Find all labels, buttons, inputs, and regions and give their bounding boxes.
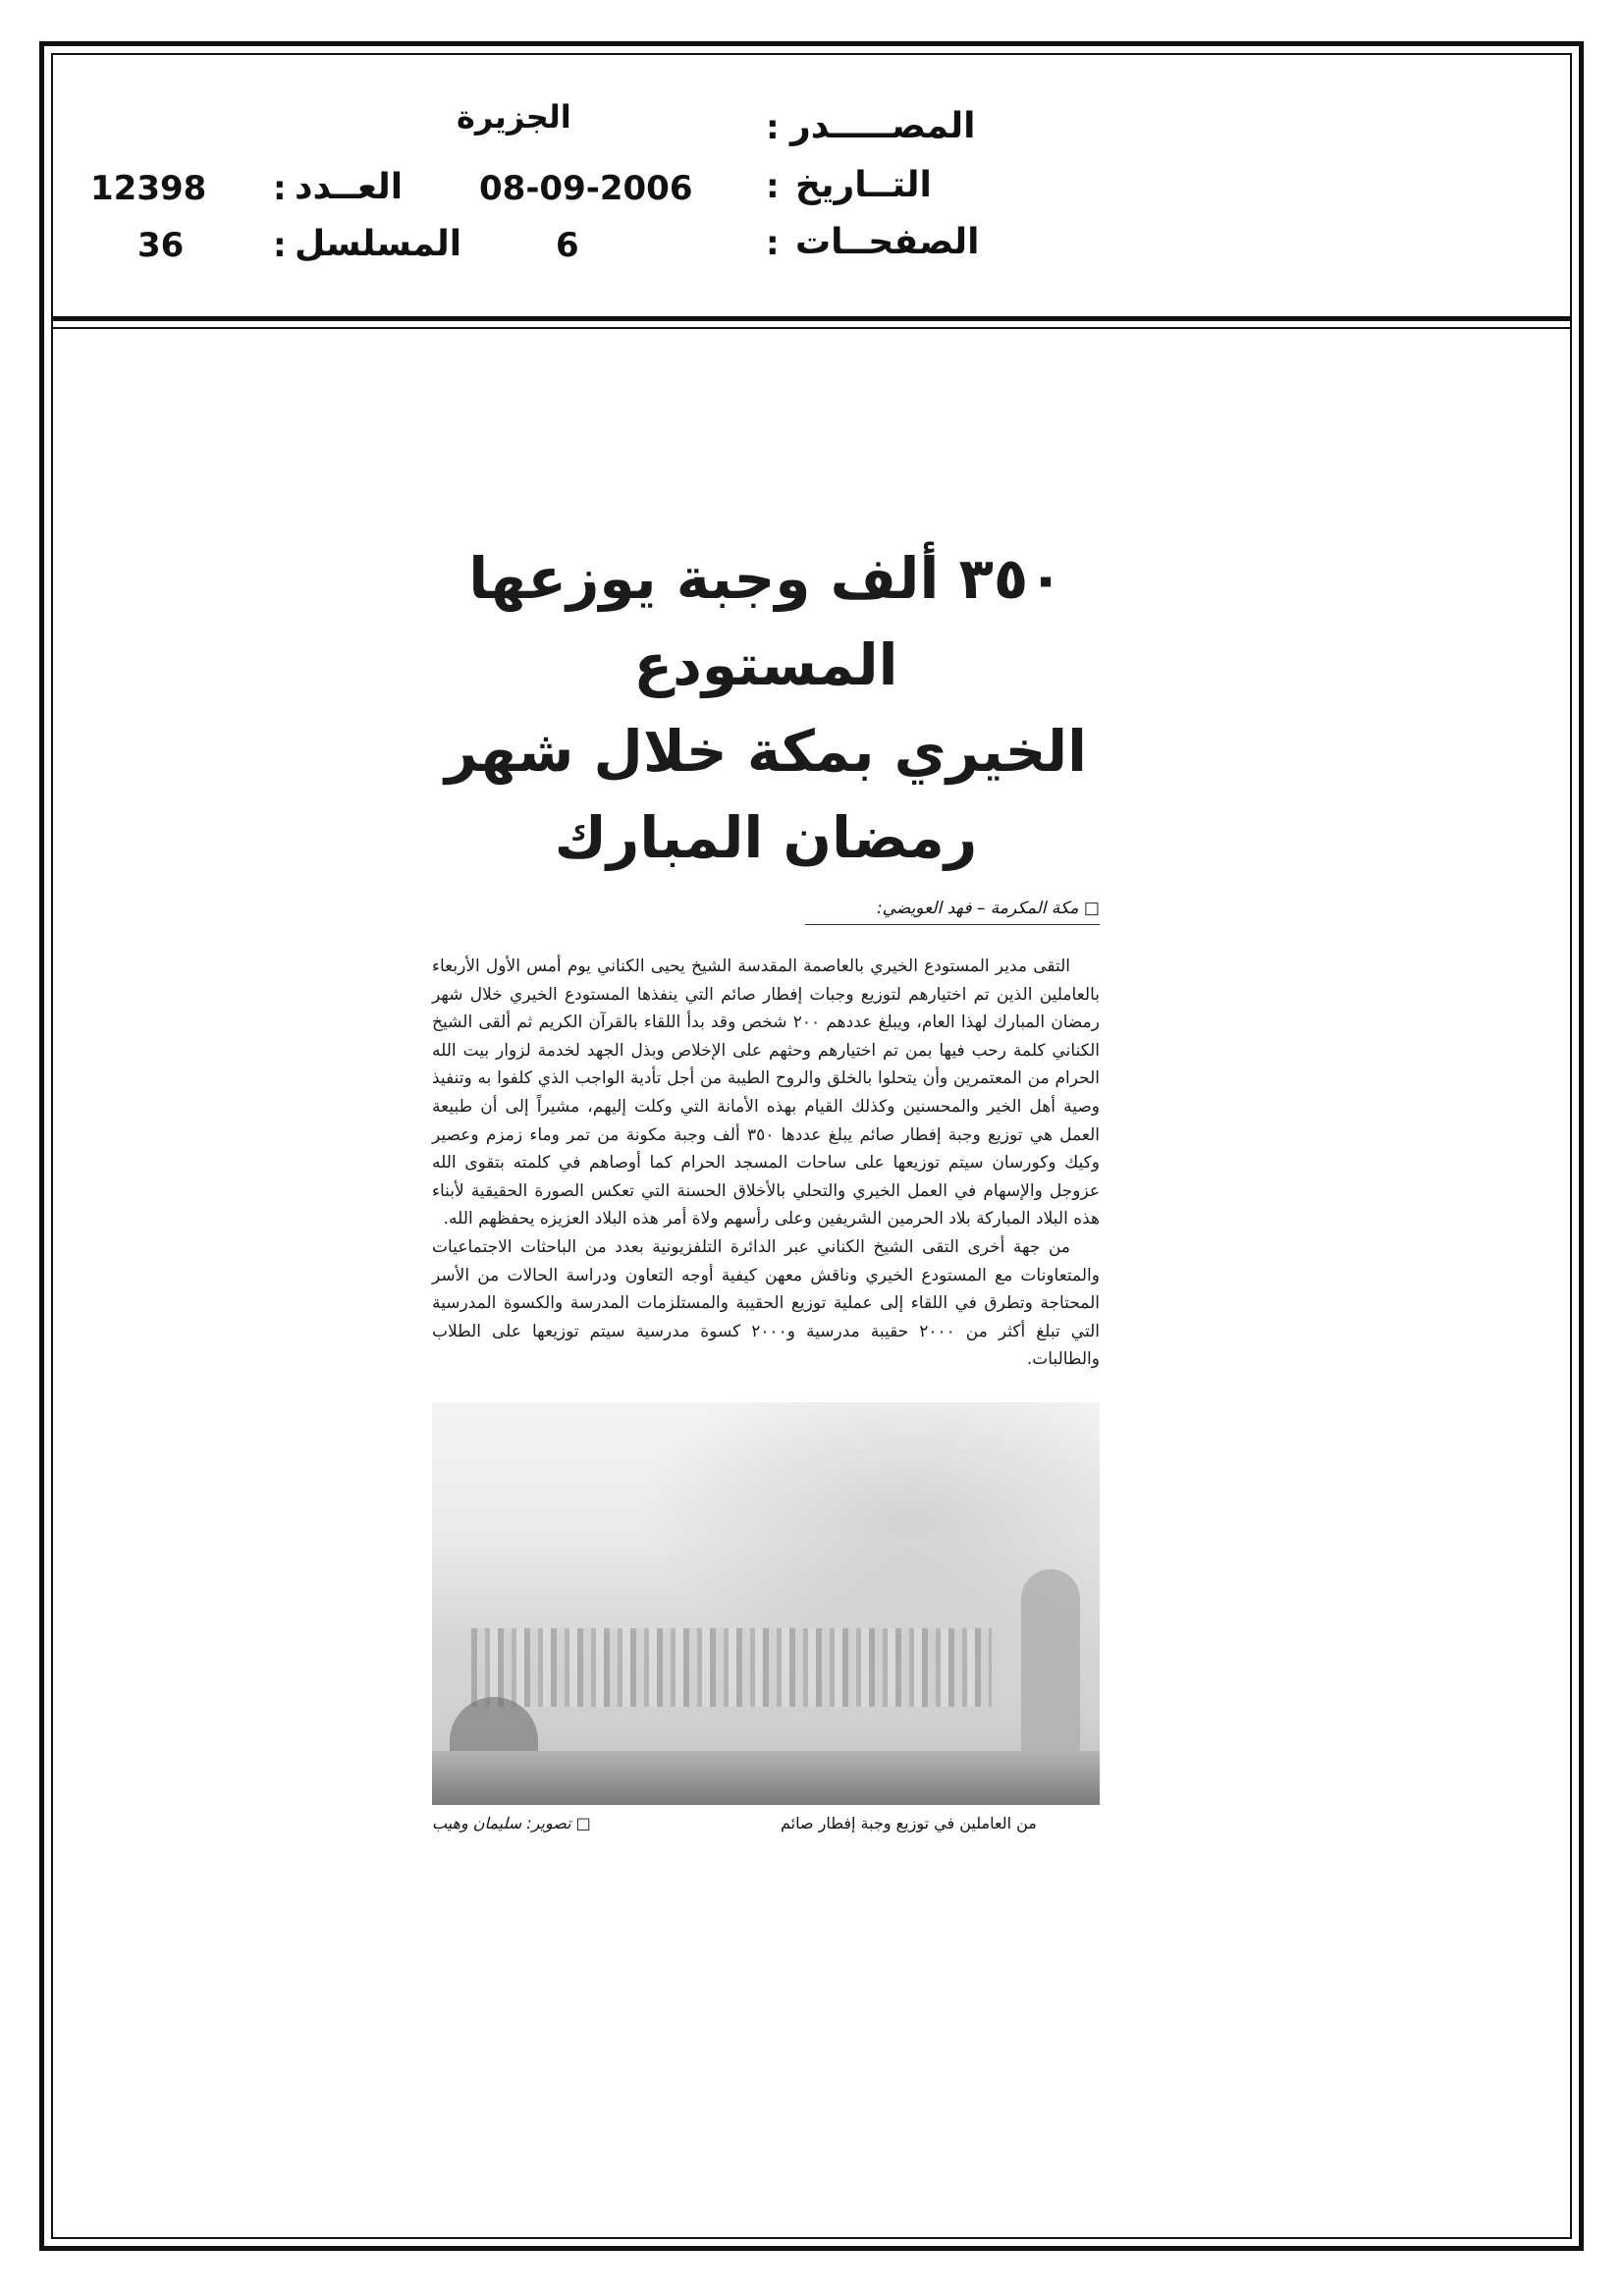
article-clipping: [432, 535, 1100, 1374]
serial-colon: :: [273, 226, 287, 265]
serial-label: المسلسل: [295, 224, 462, 264]
issue-label: العــدد: [295, 167, 404, 207]
issue-value: 12398: [90, 169, 207, 208]
source-value: الجزيرة: [457, 98, 571, 136]
byline: □ مكة المكرمة – فهد العويضي:: [805, 899, 1100, 925]
paragraph-2: من جهة أخرى التقى الشيخ الكناني عبر الدائرة التلفزيونية بعدد من الباحثات الاجتماعيات والمتعاونات مع المستودع الخيري وناقش معهن كيفية أوجه التعاون ودراسة الحالات من الأسر المحتاجة وتطرق في اللقاء إلى عملية توزيع الحقيبة والمستلزمات المدرسة والكسوة المدرسية التي تبلغ أكثر من ٢٠٠٠ حقيبة مدرسية و٢٠٠٠ كسوة مدرسية سيتم توزيعها على الطلاب والطالبات.: [432, 1236, 1100, 1370]
header-divider-thin: [51, 327, 1572, 329]
paragraph-1: التقى مدير المستودع الخيري بالعاصمة المقدسة الشيخ يحيى الكناني يوم أمس الأول الأربعاء بالعاملين الذين تم اختيارهم لتوزيع وجبات إفطار صائم التي ينفذها المستودع الخيري خلال شهر رمضان المبارك لهذا العام، ويبلغ عددهم ٢٠٠ شخص وقد بدأ اللقاء بالقرآن الكريم ثم ألقى الشيخ الكناني كلمة رحب فيها بمن تم اختيارهم وحثهم على الإخلاص وبذل الجهد لخدمة لزوار بيت الله الحرام من المعتمرين وأن يتحلوا بالخلق والروح الطيبة من أجل تأدية الواجب الذي كلفوا به وتنفيذ وصية أهل الخير والمحسنين وكذلك القيام بهذه الأمانة التي وكلت إليهم، مشيراً إلى أن طبيعة العمل هي توزيع وجبة إفطار صائم يبلغ عددها ٣٥٠ ألف وجبة مكونة من تمر وماء زمزم وعصير وكيك وكورسان سيتم توزيعها على ساحات المسجد الحرام كما أوصاهم في كلمته بتقوى الله عزوجل والإسهام في العمل الخيري والتحلي بالأخلاق الحسنة التي تعكس الصورة الحقيقية لأبناء هذه البلاد المباركة بلاد الحرمين الشريفين وعلى رأسهم ولاة أمر هذه البلاد العزيزه يحفظهم الله.: [432, 957, 1100, 1230]
photo-credit: □ تصوير: سليمان وهيب: [432, 1814, 591, 1832]
headline-line-2: الخيري بمكة خلال شهر رمضان المبارك: [444, 718, 1088, 871]
source-colon: :: [766, 108, 780, 147]
serial-value: 36: [137, 226, 185, 265]
pages-value: 6: [556, 226, 579, 265]
date-value: 08-09-2006: [479, 169, 693, 208]
photo-figure: [1021, 1569, 1080, 1776]
article-photo: [432, 1402, 1100, 1805]
date-label: التــاريخ: [795, 165, 932, 205]
pages-label: الصفحــات: [795, 222, 980, 262]
header-divider: [51, 316, 1572, 321]
photo-crowd: [471, 1628, 992, 1707]
headline-line-1: ٣٥٠ ألف وجبة يوزعها المستودع: [468, 545, 1063, 698]
article-body: [432, 953, 1100, 1374]
date-colon: :: [766, 167, 780, 206]
issue-colon: :: [273, 169, 287, 208]
photo-caption: من العاملين في توزيع وجبة إفطار صائم: [781, 1814, 1037, 1832]
source-label: المصـــــدر: [790, 106, 976, 146]
headline: [432, 535, 1100, 881]
pages-colon: :: [766, 224, 780, 263]
photo-floor: [432, 1751, 1100, 1805]
